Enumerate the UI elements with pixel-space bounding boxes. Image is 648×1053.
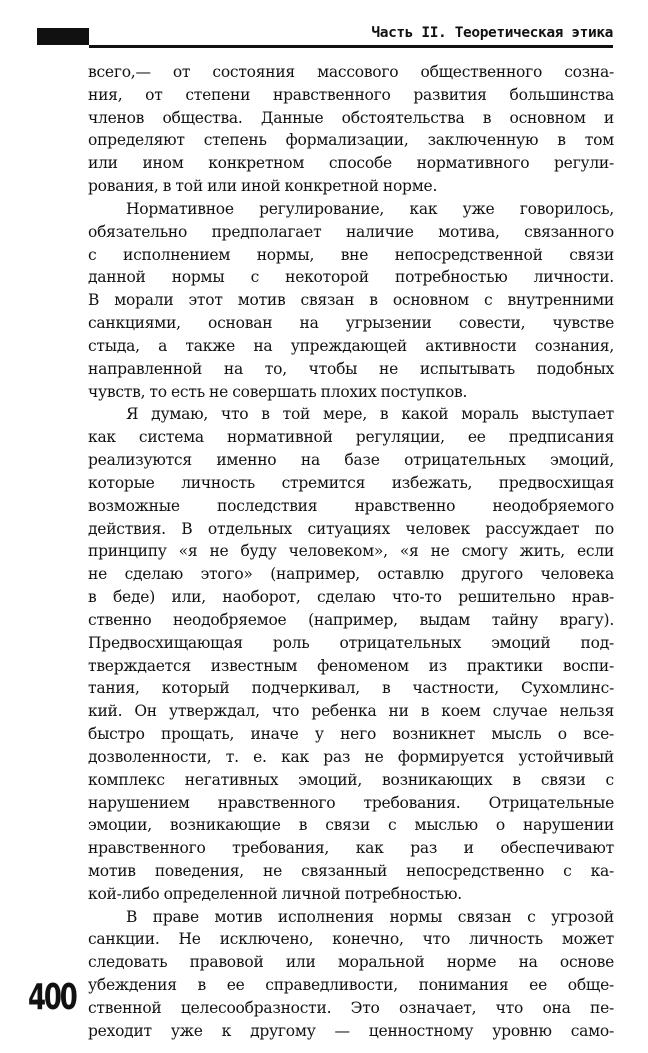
text-line: дозволенности, т. е. как раз не формируется устойчивый [88, 747, 614, 766]
text-line: действия. В отдельных ситуациях человек рассуждает по [88, 519, 614, 538]
text-line: направленной на то, чтобы не испытывать подобных [88, 359, 614, 378]
text-line: эмоции, возникающие в связи с мыслью о нарушении [88, 816, 614, 835]
text-line: быстро прощать, иначе у него возникнет мысль о все- [88, 725, 614, 744]
text-line: определяют степень формализации, заключенную в том [88, 131, 614, 150]
text-line: санкциями, основан на угрызении совести, чувстве [88, 314, 614, 333]
text-line: Нормативное регулирование, как уже говорилось, [126, 199, 614, 218]
text-line: тания, который подчеркивал, в частности, Сухомлинс- [88, 679, 614, 698]
text-line: членов общества. Данные обстоятельства в основном и [88, 108, 614, 127]
text-line: Я думаю, что в той мере, в какой мораль выступает [126, 405, 614, 424]
text-line: комплекс негативных эмоций, возникающих в связи с [88, 770, 614, 789]
text-line: как система нормативной регуляции, ее предписания [88, 428, 614, 447]
text-line: В морали этот мотив связан в основном с внутренними [88, 291, 614, 310]
text-line: возможные последствия нравственно неодобряемого [88, 496, 614, 515]
text-line: ственной целесообразности. Это означает, что она пе- [88, 998, 614, 1017]
body-text [88, 61, 614, 1043]
text-line: или ином конкретном способе нормативного регули- [88, 154, 614, 173]
text-line: обязательно предполагает наличие мотива, связанного [88, 222, 614, 241]
text-line: мотив поведения, не связанный непосредственно с ка- [88, 861, 614, 880]
header-bar [37, 28, 89, 45]
text-line: не сделаю этого» (например, оставлю другого человека [88, 565, 614, 584]
text-line: следовать правовой или моральной норме на основе [88, 953, 614, 972]
text-line: данной нормы с некоторой потребностью личности. [88, 268, 614, 287]
text-line: санкции. Не исключено, конечно, что личность может [88, 930, 614, 949]
page-number: 400 [28, 977, 76, 1018]
text-line: реходит уже к другому — ценностному уровню само- [88, 1021, 614, 1040]
text-line: В праве мотив исполнения нормы связан с угрозой [126, 907, 614, 926]
text-line: всего,— от состояния массового общественного созна- [88, 63, 614, 81]
text-line: нравственного требования, как раз и обеспечивают [88, 839, 614, 858]
text-line: убеждения в ее справедливости, понимания ее обще- [88, 976, 614, 995]
text-line: рования, в той или иной конкретной норме. [88, 177, 438, 196]
text-line: ния, от степени нравственного развития большинства [88, 85, 614, 104]
text-line: чувств, то есть не совершать плохих поступков. [88, 382, 468, 401]
text-line: Предвосхищающая роль отрицательных эмоций под- [88, 633, 614, 652]
text-line: реализуются именно на базе отрицательных эмоций, [88, 451, 614, 470]
running-header: Часть II. Теоретическая этика [371, 25, 613, 41]
text-line: кой-либо определенной личной потребностью. [88, 884, 462, 903]
text-line: нарушением нравственного требования. Отрицательные [88, 793, 614, 812]
text-line: ственно неодобряемое (например, выдам тайну врагу). [88, 610, 614, 629]
text-line: в беде) или, наоборот, сделаю что-то решительно нрав- [88, 588, 614, 607]
text-line: стыда, а также на упреждающей активности сознания, [88, 336, 614, 355]
header-rule [89, 45, 613, 48]
text-line: кий. Он утверждал, что ребенка ни в коем случае нельзя [88, 702, 614, 721]
text-line: которые личность стремится избежать, предвосхищая [88, 473, 614, 492]
text-line: принципу «я не буду человеком», «я не смогу жить, если [88, 542, 614, 561]
text-line: тверждается известным феноменом из практики воспи- [88, 656, 614, 675]
text-line: с исполнением нормы, вне непосредственной связи [88, 245, 614, 264]
